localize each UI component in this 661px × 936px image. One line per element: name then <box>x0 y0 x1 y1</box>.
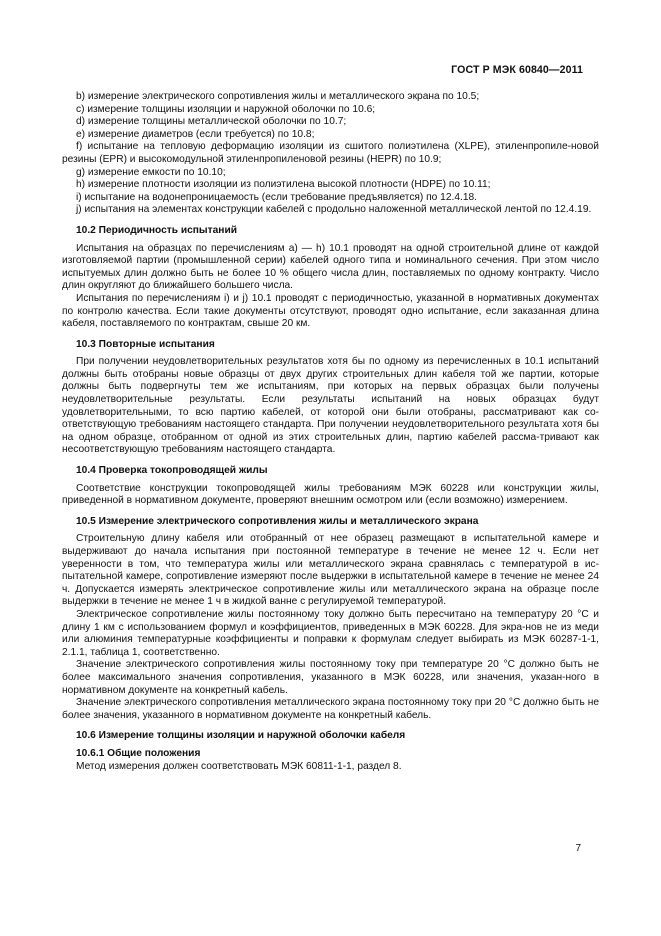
paragraph: Испытания по перечислениям i) и j) 10.1 проводят с периодичностью, указанной в нормативных документах по контролю качества. Если такие документы отсутствуют, проводят одно испытание, если заказанная длина кабеля, поставляемого по контрактам, свыше 20 км. <box>62 292 599 330</box>
page-content <box>62 91 599 773</box>
section-heading-10-5: 10.5 Измерение электрического сопротивления жилы и металлического экрана <box>76 515 479 527</box>
list-item: e) измерение диаметров (если требуется) по 10.8; <box>76 128 315 140</box>
paragraph: Строительную длину кабеля или отобранный от нее образец размещают в испытательной камере и выдерживают до начала испытания при постоянной температуре в течение не менее 12 ч. Если нет уверенности в том, что температура жилы или металлического экрана сравнялась с температурой в ис-пытательной камере, сопротивление измеряют после выдержки в испытательной камере в течение не менее 24 ч. Допускается измерять электрическое сопротивление жилы или металлического экрана на образце после выдержки в течение не менее 1 ч в жидкой ванне с регулируемой температурой. <box>62 533 599 608</box>
paragraph: При получении неудовлетворительных результатов хотя бы по одному из перечисленных в 10.1 испытаний должны быть отобраны новые образцы от двух других строительных длин кабеля той же партии, которые должны быть подвергнуты тем же испытаниям, при которых на первых образцах были получены неудовлетворительные результаты. Если результаты испытаний на новых образцах будут удовлетворительными, то всю партию кабелей, от которой они были отобраны, рассматривают как со-ответствующую требованиям настоящего стандарта. При получении неудовлетворительного результата хотя бы на одном образце, отобранном от одной из этих строительных длин, партию кабелей рассма-тривают как несоответствующую требованиям настоящего стандарта. <box>62 356 599 456</box>
list-item: i) испытание на водонепроницаемость (если требование предъявляется) по 12.4.18. <box>76 191 477 203</box>
list-item: j) испытания на элементах конструкции кабелей с продольно наложенной металлической лентой по 12.4.19. <box>76 204 592 216</box>
paragraph: Испытания на образцах по перечислениям a) — h) 10.1 проводят на одной строительной длине от каждой изготовляемой партии (промышленной серии) кабелей одного типа и номинального сечения. При этом число испытуемых длин должно быть не более 10 % общего числа длин, поставляемых по одному контракту. Число длин округляют до ближайшего большего числа. <box>62 242 599 292</box>
list-item: g) измерение емкости по 10.10; <box>76 166 226 178</box>
section-heading-10-4: 10.4 Проверка токопроводящей жилы <box>76 465 268 477</box>
section-heading-10-2: 10.2 Периодичность испытаний <box>76 224 237 236</box>
list-item: c) измерение толщины изоляции и наружной оболочки по 10.6; <box>76 103 376 115</box>
list-item: d) измерение толщины металлической оболочки по 10.7; <box>76 116 347 128</box>
paragraph: Значение электрического сопротивления жилы постоянному току при температуре 20 °С должно быть не более максимального значения сопротивления, указанного в МЭК 60228, или значения, указан-ного в нормативном документе на конкретный кабель. <box>62 659 599 696</box>
test-list <box>62 91 599 217</box>
section-heading-10-6: 10.6 Измерение толщины изоляции и наружной оболочки кабеля <box>76 730 406 742</box>
standard-header: ГОСТ Р МЭК 60840—2011 <box>451 64 583 76</box>
subsection-heading-10-6-1: 10.6.1 Общие положения <box>76 747 201 759</box>
list-item: f) испытание на тепловую деформацию изоляции из сшитого полиэтилена (XLPE), этиленпропиле-новой резины (EPR) и высокомодульной этиленпропиленовой резины (HEPR) по 10.9; <box>62 141 599 165</box>
page-number: 7 <box>575 843 581 854</box>
paragraph: Значение электрического сопротивления металлического экрана постоянному току при 20 °С должно быть не более значения, указанного в нормативном документе на конкретный кабель. <box>62 697 599 721</box>
list-item: h) измерение плотности изоляции из полиэтилена высокой плотности (HDPE) по 10.11; <box>76 179 491 191</box>
paragraph: Метод измерения должен соответствовать МЭК 60811-1-1, раздел 8. <box>76 760 402 772</box>
section-heading-10-3: 10.3 Повторные испытания <box>76 338 215 350</box>
paragraph: Электрическое сопротивление жилы постоянному току должно быть пересчитано на температуру 20 °С и длину 1 км с использованием формул и коэффициентов, приведенных в МЭК 60228. Для экра-нов не из меди или алюминия температурные коэффициенты и поправки к формулам следует выбирать из МЭК 60287-1-1, 2.1.1, таблица 1, соответственно. <box>62 608 599 658</box>
list-item: b) измерение электрического сопротивления жилы и металлического экрана по 10.5; <box>76 91 480 102</box>
paragraph: Соответствие конструкции токопроводящей жилы требованиям МЭК 60228 или конструкции жилы, приведенной в нормативном документе, проверяют внешним осмотром или (если возможно) измерением. <box>62 482 599 507</box>
